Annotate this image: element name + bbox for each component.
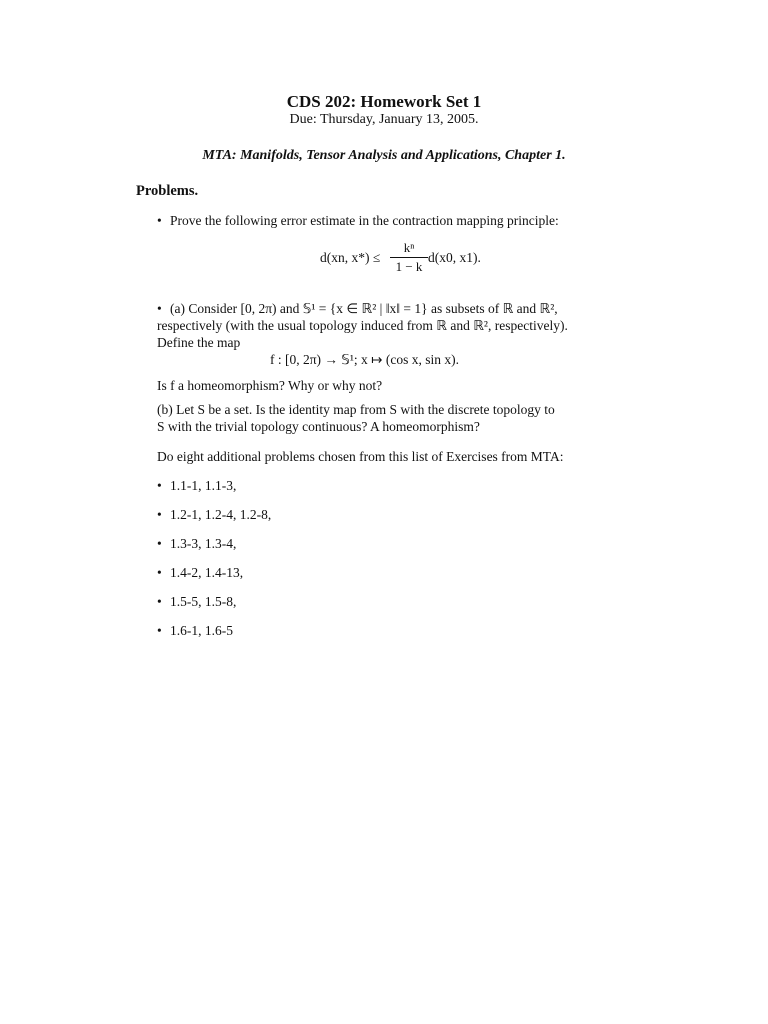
item-1-fraction bbox=[390, 240, 428, 275]
problems-heading: Problems. bbox=[136, 183, 199, 199]
exercise-list-item: 1.5-5, 1.5-8, bbox=[170, 594, 237, 609]
additional-intro: Do eight additional problems chosen from this list of Exercises from MTA: bbox=[157, 449, 564, 464]
exercise-list-item: 1.6-1, 1.6-5 bbox=[170, 623, 233, 638]
page-title: CDS 202: Homework Set 1 bbox=[286, 92, 482, 111]
fraction-bar bbox=[390, 257, 428, 258]
item-2-part-a-line-1: (a) Consider [0, 2π) and 𝕊¹ = {x ∈ ℝ² | ‖x‖ = 1} as subsets of ℝ and ℝ², bbox=[170, 301, 558, 316]
exercise-list-item: 1.2-1, 1.2-4, 1.2-8, bbox=[170, 507, 272, 522]
exercise-list-item: 1.4-2, 1.4-13, bbox=[170, 565, 244, 580]
item-2-part-b-line-2: S with the trivial topology continuous? A homeomorphism? bbox=[157, 419, 480, 434]
fraction-denominator: 1 − k bbox=[395, 259, 423, 274]
item-1-text: Prove the following error estimate in the contraction mapping principle: bbox=[170, 213, 559, 228]
item-2-part-a-line-2: respectively (with the usual topology induced from ℝ and ℝ², respectively). bbox=[157, 318, 568, 333]
list-bullet: • bbox=[157, 507, 162, 522]
reference-line: MTA: Manifolds, Tensor Analysis and Applications, Chapter 1. bbox=[202, 148, 566, 163]
exercise-list-item: 1.3-3, 1.3-4, bbox=[170, 536, 237, 551]
item-2-question: Is f a homeomorphism? Why or why not? bbox=[157, 378, 383, 393]
item-1-formula-left: d(xn, x*) ≤ bbox=[320, 250, 381, 265]
list-bullet: • bbox=[157, 594, 162, 609]
due-date: Due: Thursday, January 13, 2005. bbox=[289, 112, 479, 127]
item-1-formula-right: d(x0, x1). bbox=[428, 250, 481, 265]
item-2-part-b-line-1: (b) Let S be a set. Is the identity map from S with the discrete topology to bbox=[157, 402, 555, 417]
item-2-part-a-line-3: Define the map bbox=[157, 335, 241, 350]
bullet-1: • bbox=[157, 213, 162, 228]
list-bullet: • bbox=[157, 565, 162, 580]
list-bullet: • bbox=[157, 478, 162, 493]
fraction-numerator: kⁿ bbox=[403, 240, 415, 255]
exercise-list-item: 1.1-1, 1.1-3, bbox=[170, 478, 237, 493]
map-formula: f : [0, 2π) → 𝕊¹; x ↦ (cos x, sin x). bbox=[270, 352, 459, 367]
bullet-2: • bbox=[157, 301, 162, 316]
list-bullet: • bbox=[157, 623, 162, 638]
list-bullet: • bbox=[157, 536, 162, 551]
